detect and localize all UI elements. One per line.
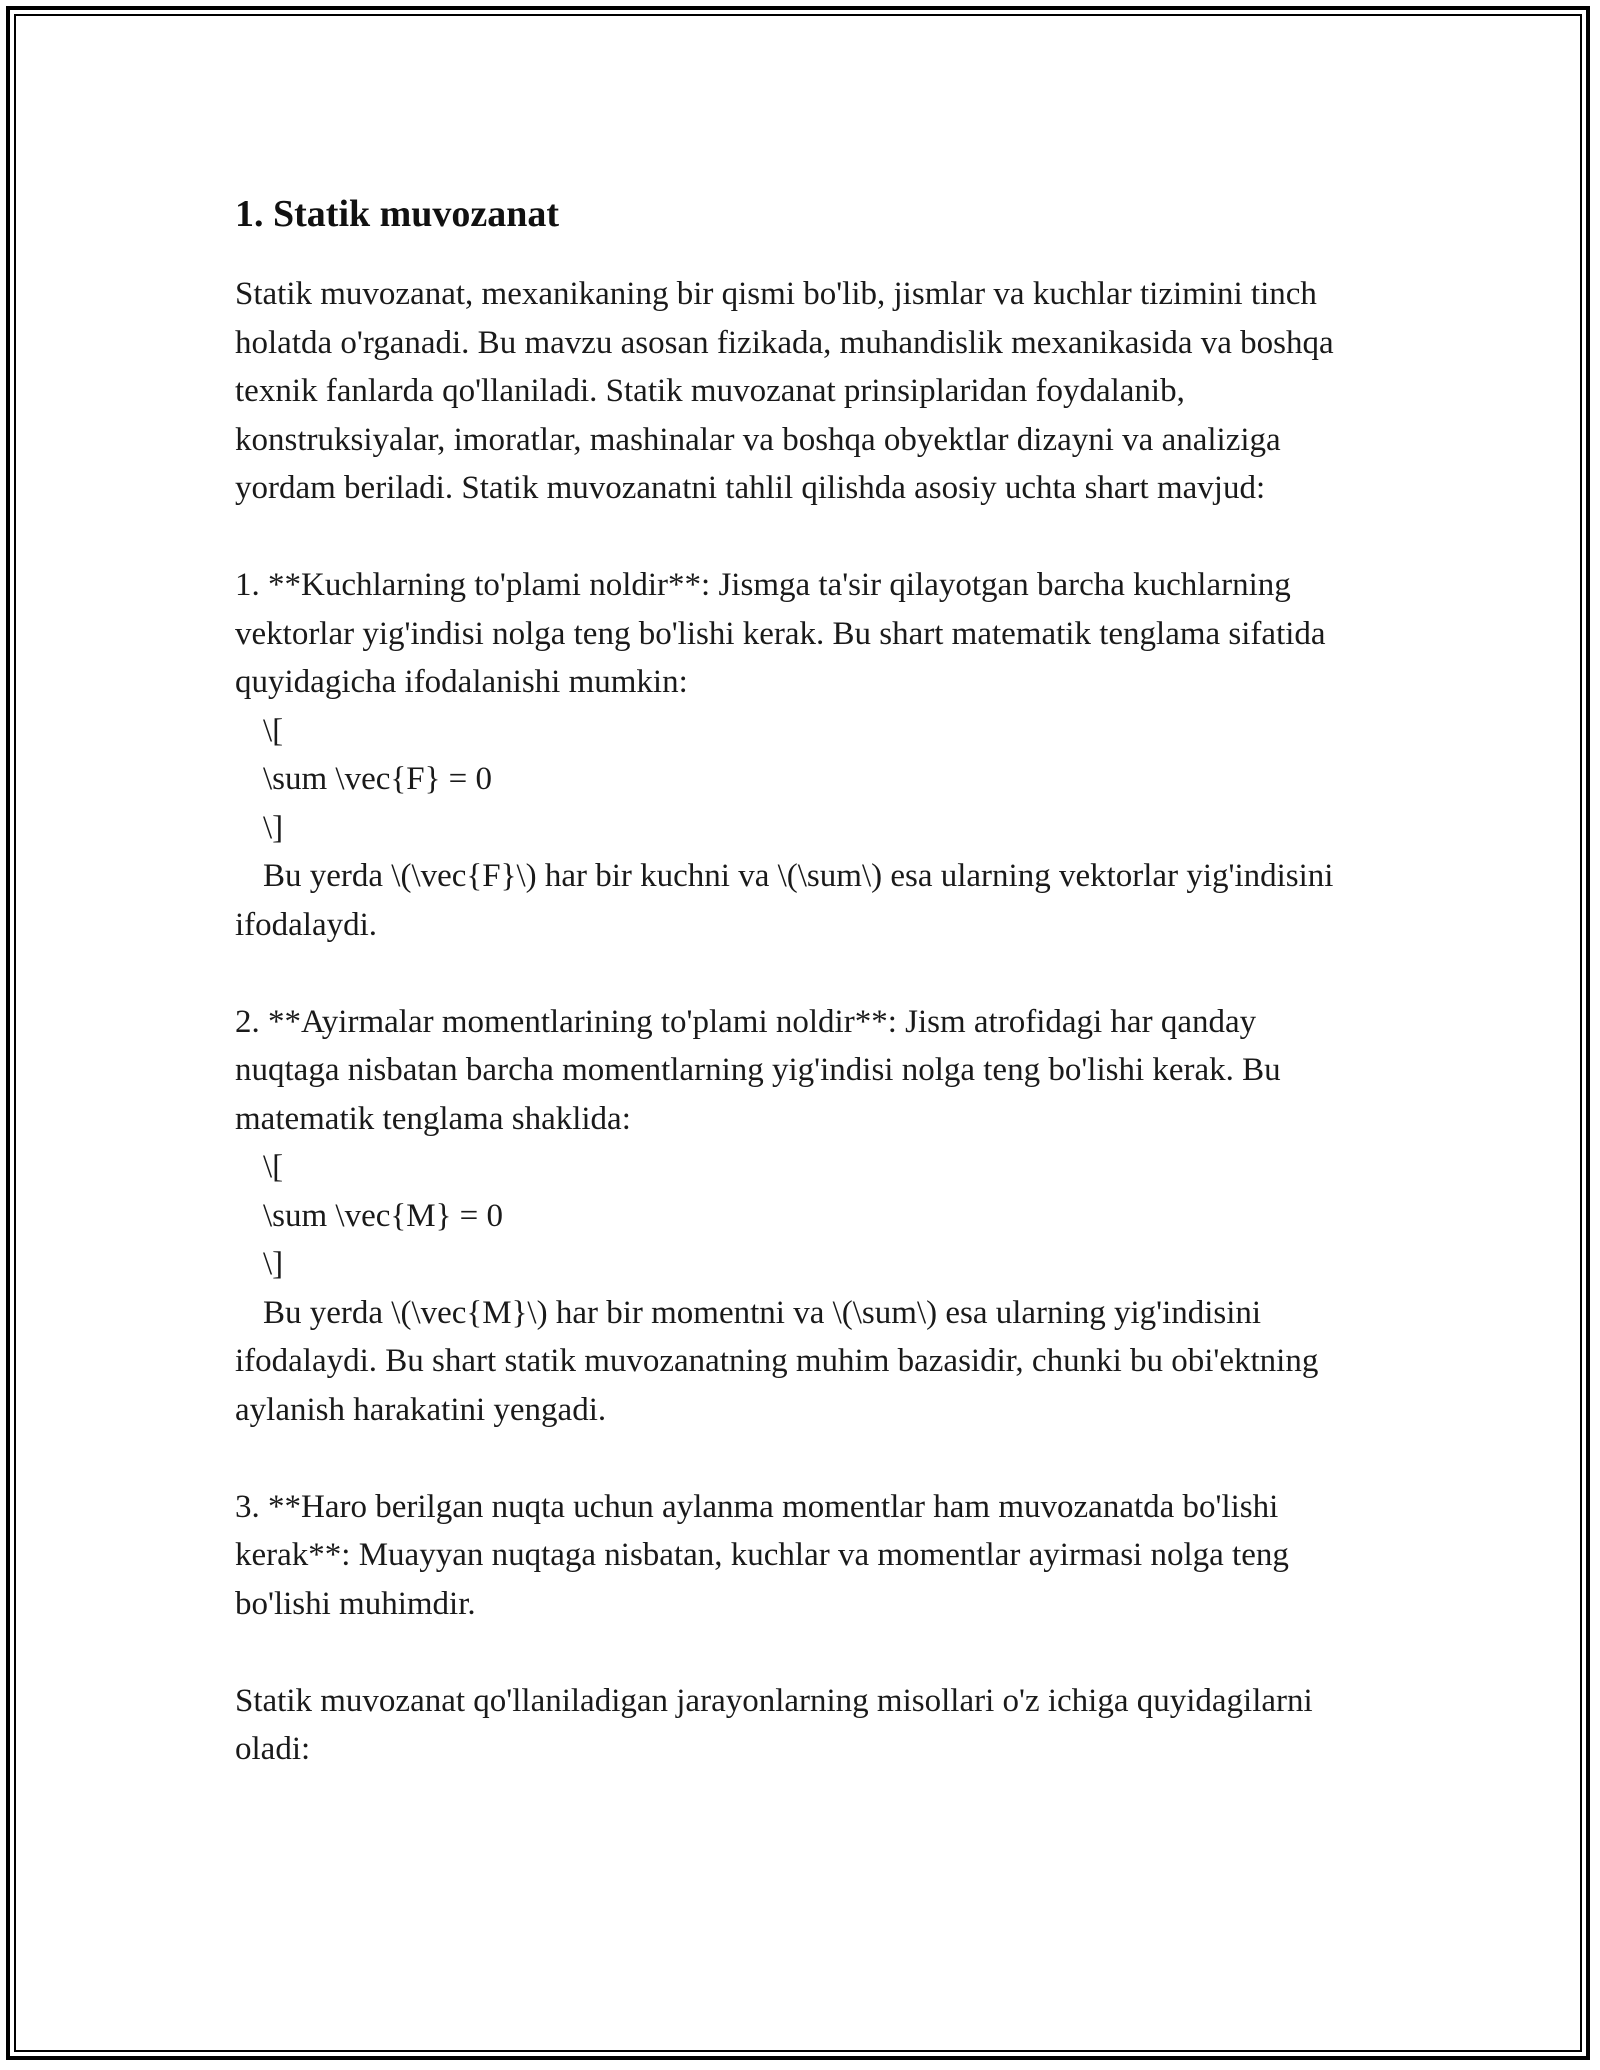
condition-1-explanation-text: Bu yerda \(\vec{F}\) har bir kuchni va \(\sum\) esa ularning vektorlar yig'indisini ifodalaydi.: [235, 858, 1334, 943]
document-body: [235, 186, 1365, 1774]
section-heading: 1. Statik muvozanat: [235, 193, 560, 235]
condition-2-eq-open: \[: [263, 1149, 284, 1185]
condition-2-explanation: [235, 1289, 1365, 1435]
condition-1-explanation: [235, 852, 1365, 949]
condition-1-equation: \sum \vec{F} = 0: [263, 761, 493, 797]
paragraph-gap: [235, 949, 1365, 998]
condition-1-eq-close: \]: [263, 809, 284, 846]
condition-1-text: 1. **Kuchlarning to'plami noldir**: Jismga ta'sir qilayotgan barcha kuchlarning vektorlar yig'indisi nolga teng bo'lishi kerak. Bu shart matematik tenglama sifatida quyidagicha ifodalanishi mumkin:: [235, 567, 1326, 700]
condition-2-equation: \sum \vec{M} = 0: [263, 1197, 504, 1234]
condition-2-explanation-text: Bu yerda \(\vec{M}\) har bir momentni va \(\sum\) esa ularning yig'indisini ifodalaydi. Bu shart statik muvozanatning muhim bazasidir, chunki bu obi'ektning aylanish harakatini yengadi.: [235, 1294, 1319, 1428]
paragraph-gap: [235, 1434, 1365, 1483]
paragraph-gap: [235, 513, 1365, 562]
condition-2-text: 2. **Ayirmalar momentlarining to'plami noldir**: Jism atrofidagi har qanday nuqtaga nisbatan barcha momentlarning yig'indisi nolga teng bo'lishi kerak. Bu matematik tenglama shaklida:: [235, 1003, 1281, 1137]
intro-paragraph: Statik muvozanat, mexanikaning bir qismi bo'lib, jismlar va kuchlar tizimini tinch holatda o'rganadi. Bu mavzu asosan fizikada, muhandislik mexanikasida va boshqa texnik fanlarda qo'llaniladi. Statik muvozanat prinsiplaridan foydalanib, konstruksiyalar, imoratlar, mashinalar va boshqa obyektlar dizayni va analiziga yordam beriladi. Statik muvozanatni tahlil qilishda asosiy uchta shart mavjud:: [235, 276, 1334, 506]
condition-1-eq-open: \[: [263, 712, 284, 749]
condition-2-eq-close: \]: [263, 1246, 284, 1282]
closing-paragraph: Statik muvozanat qo'llaniladigan jarayonlarning misollari o'z ichiga quyidagilarni oladi:: [235, 1682, 1313, 1767]
paragraph-gap: [235, 1628, 1365, 1677]
condition-3-text: 3. **Haro berilgan nuqta uchun aylanma momentlar ham muvozanatda bo'lishi kerak**: Muayyan nuqtaga nisbatan, kuchlar va momentlar ayirmasi nolga teng bo'lishi muhimdir.: [235, 1488, 1289, 1622]
